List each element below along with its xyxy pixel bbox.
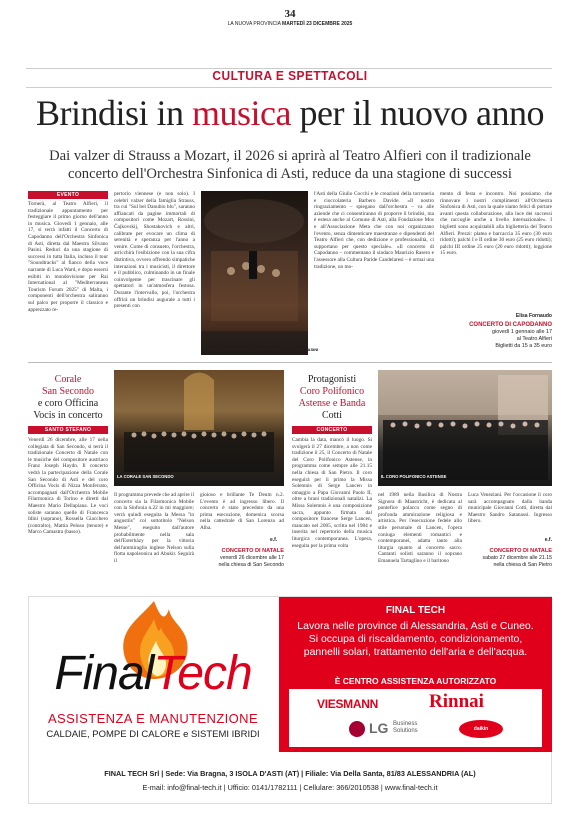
right-author: e.f. [544, 537, 552, 543]
daikin-logo: daikin [459, 720, 503, 738]
right-article-col1: Cambia la data, mancò il luogo. Si svolgerà il 27 dicembre, a non come tradizione il 25, il Concerto di Natale del Coro Polifonico Astense, in programma come sempre alle 21.15 nella chiesa di San Pietro. Il coro eseguirà per il primo la Missa Solemnis di Serge Lancen in omaggio a Papa Giovanni Paolo II, oltre a brani tradizionali natalizi. La Missa Solemnis è una composizione sacra, appunto firmata dal compositore francese Serge Lancen, mancato nel 2005, scritta nel 1984 e inserita nel repertorio della musica liturgica contemporanea. L'opera, eseguita per la prima volta [292, 437, 372, 549]
ad-tagline2: CALDAIE, POMPE DI CALORE e SISTEMI IBRIDI [46, 729, 260, 740]
ad-description: Lavora nelle province di Alessandria, Asti e Cuneo. Si occupa di riscaldamento, condizionamento, pannelli solari, trattamento dell'aria e dell'acqua. [297, 620, 534, 658]
main-info-line2: al Teatro Alfieri [516, 336, 552, 342]
masthead-line [0, 21, 580, 27]
right-title-l4: Cotti [321, 410, 342, 421]
right-info-line2: nella chiesa di San Pietro [493, 561, 552, 568]
lg-logo: LG [369, 720, 389, 736]
lg-sub1: Business [393, 721, 418, 727]
viessmann-logo: VIESMANN [317, 697, 378, 711]
main-author: Elisa Fornaudo [515, 313, 552, 319]
issue-date: MARTEDÌ 23 DICEMBRE 2025 [282, 21, 353, 27]
left-title-l4: Vocis in concerto [33, 410, 103, 421]
right-article-col2: nel 1989 nella Basilica di Nostra Signora di Maastricht, è dedicata al pontefice polacco come segno di profonda ammirazione religiosa e artistica. Per l'esecuzione fedele allo stile personale di Lancen, l'opera coniuga elementi romantici e contemporanei, adatta tanto alla liturgia quanto al concerto sacro. Cantanti solisti saranno il soprano Emanuela Tartaglino e il baritono [378, 492, 462, 564]
left-article-label: SANTO STEFANO [28, 426, 108, 434]
main-article-col4: mento di festa e incontro. Noi possiamo che rinnovare i nostri complimenti all'Orchestra Sinfonica di Asti, con la quale siamo felici di portare avanti questa collaborazione, alla luce dei successi che raccoglie anche a livello internazionale». I biglietti sono acquistabili alla biglietteria del Teatro Alfieri. Prezzi: platea e barcaccia 35 euro (30 euro ridotti); palchi I e II ordine 30 euro (25 euro ridotti); palchi III ordine 25 euro (20 euro ridotti); loggione 15 euro. [440, 191, 552, 257]
right-info-title: CONCERTO DI NATALE [489, 548, 552, 554]
right-title-l3: Astense e Banda [298, 398, 366, 409]
left-article-photo [114, 370, 284, 486]
left-info-line1: venerdì 26 dicembre alle 17 [219, 554, 284, 561]
right-article-label: CONCERTO [292, 426, 372, 434]
main-article-col2: pertorio viennese (e non solo). I celebri valzer della famiglia Strauss, tra cui "Sul bel Danubio blu", saranno affiancati da pagine immortali di compositori come Mozart, Rossini, Čajkovskij, Shostakovich e altri, calibrate per evocare un clima di serenità e speranza per l'anno a venire. Come di consueto, l'orchestra, arricchirà l'esibizione con la sua cifra distintiva, ovvero offrendo simpatiche interazioni tra i musicisti, il direttore e il pubblico, culminando in un finale coinvolgente per trascinare gli spettatori in un'atmosfera festosa. Durante l'intervallo, poi, l'orchestra offrirà un brindisi augurale a tutti i presenti con [114, 191, 195, 310]
left-title-l1: Corale [54, 374, 82, 385]
section-rule-bottom [26, 87, 552, 88]
main-info-line1: giovedì 1 gennaio alle 17 [492, 329, 552, 335]
main-info-title: CONCERTO DI CAPODANNO [469, 322, 552, 328]
divider-mid [28, 362, 552, 363]
left-article-col1: Venerdì 26 dicembre, alle 17 nella collegiata di San Secondo, si terrà il tradizionale Concerto di Natale con le musiche del compositore austriaco Franz Joseph Haydn. Il concerto vedrà la partecipazione della Corale San Secondo di Asti e del coro Officina Vocis di Nizza Monferrato, accompagnati dall'Orchestra Mobile Filarmonica di Torino e diretti dal Maestro Mario Dellapiana. Le voci soliste saranno quelle di Francesca Idini (soprano), Rossella Giacchero (contralto), Mattia Peluso (tenore) e Marco Camastra (basso). [28, 437, 108, 536]
ad-brands-box [289, 689, 542, 747]
left-info-title: CONCERTO DI NATALE [221, 548, 284, 554]
main-info-box [440, 322, 552, 350]
headline-part1: Brindisi in [36, 93, 193, 133]
ad-center-title: È CENTRO ASSISTENZA AUTORIZZATO [334, 676, 497, 686]
ad-logo [37, 649, 269, 699]
main-article-photo [201, 191, 308, 355]
headline [0, 92, 580, 134]
ad-red-panel [279, 597, 552, 752]
newspaper-name: LA NUOVA PROVINCIA [227, 21, 281, 27]
left-article-col2: Il programma prevede che ad aprire il concerto sia la Filarmonica Mobile con la Sinfonia n.22 in mi maggiore; verrà quindi eseguita la Messa "in angustiis" col sottotitolo "Nelson Messe", eseguito dall'autore probabilmente nella sala dell'Esterházy per la vittoria dell'ammiraglio inglese Nelson sulla flotta napoleonica ad Abukir. Seguirà il [114, 492, 194, 564]
left-author: e.f. [270, 537, 278, 543]
left-photo-caption: LA CORALE SAN SECONDO [117, 474, 174, 479]
lg-subtitle [393, 721, 418, 735]
right-article-title [292, 374, 372, 422]
right-title-l1: Protagonisti [307, 374, 357, 385]
main-info-line3: Biglietti da 15 a 35 euro [495, 343, 552, 349]
right-photo-caption: IL CORO POLIFONICO ASTENSE [381, 474, 447, 479]
headline-part2: per il nuovo anno [291, 93, 544, 133]
main-article-col3: l'Asti della Giulio Cocchi e le creazioni della torroneria e cioccolateria Barbero Davide. «Il nostro ringraziamento – spiegano dall'orchestra – va alle aziende che ci consentiranno di proporre il brindisi, ma è estesa anche al Comune di Asti, alla Fondazione Mos e all'Associazione Meta che con noi organizzano l'evento, senza dimenticare maestranze e dipendenti del Teatro Alfieri che, con dedizione e professionalità, ci supportano per questo speciale». «Il concerto di Capodanno – commentano il sindaco Maurizio Rasero e l'assessore alla Cultura Paride Candelaresi – è ormai una tradizione, un mo- [314, 191, 434, 270]
ad-box [28, 596, 552, 804]
left-title-l3: e coro Officina [37, 398, 99, 409]
rinnai-logo: Rinnai [429, 691, 484, 712]
ad-tagline1: ASSISTENZA E MANUTENZIONE [47, 711, 259, 726]
section-title: CULTURA E SPETTACOLI [212, 68, 368, 83]
ad-footer-line1: FINAL TECH Srl | Sede: Via Bragna, 3 ISOLA D'ASTI (AT) | Filiale: Via Della Santa, 81/83 ALESSANDRIA (AL) [104, 769, 476, 778]
ad-logo-word1: Final [54, 647, 154, 700]
left-info-line2: nella chiesa di San Secondo [218, 561, 284, 568]
left-article-col3: gioioso e brillante Te Deum n.2. L'evento è ad ingresso libero. Il concerto è stato preceduto da una prima esecuzione, domenica scorsa nella cattedrale di San Lorenzo ad Alba. [200, 492, 284, 531]
ad-footer-line2: E-mail: info@final-tech.it | Ufficio: 0141/1782111 | Cellulare: 366/2010538 | www.final-tech.it [142, 783, 438, 792]
right-info-box [468, 548, 552, 568]
right-article-col3: Luca Veneziani. Per l'occasione il coro sarà accompagnato dalla banda municipale Giovanni Cotti, diretta dal Maestro Sandro Satanassi. Ingresso libero. [468, 492, 552, 525]
main-article-col1: Tornerà, al Teatro Alfieri, il tradizionale appuntamento per festeggiare il primo giorno dell'anno in musica. Giovedì 1 gennaio, alle 17, si terrà infatti il Concerto di Capodanno dell'Orchestra Sinfonica di Asti, diretta dal Maestro Silvano Pasini. Reduci da una stagione di successi in tutta Italia, incluso il tour "Soundtracks" al fianco della voce narrante di Luca Ward, e dopo essersi esibiti in mondovisione per Rai International al "Mediterranean Tourism Forum 2025" di Malta, i componenti dell'orchestra saliranno sul palco per proporre il classico e apprezzato re- [28, 201, 108, 313]
lg-sub2: Solutions [393, 728, 418, 734]
main-article-label: EVENTO [28, 191, 108, 199]
ad-brand-title: FINAL TECH [385, 605, 446, 616]
main-photo-caption: SUL PALCO LA FORMAZIONE DIRETTA DA SILVANO PASINI [204, 347, 319, 352]
right-title-l2: Coro Polifonico [299, 386, 365, 397]
right-article-photo [378, 370, 552, 486]
lg-icon [349, 721, 365, 737]
right-info-line1: sabato 27 dicembre alle 21.15 [482, 554, 552, 561]
headline-highlight: musica [192, 93, 292, 133]
page-number: 34 [284, 8, 296, 20]
left-title-l2: San Secondo [42, 386, 94, 397]
left-info-box [200, 548, 284, 568]
left-article-title [28, 374, 108, 422]
subheadline: Dai valzer di Strauss a Mozart, il 2026 si aprirà al Teatro Alfieri con il tradizionale concerto dell'Orchestra Sinfonica di Asti, reduce da una stagione di successi [49, 148, 531, 182]
ad-logo-word2: Tech [153, 647, 252, 700]
